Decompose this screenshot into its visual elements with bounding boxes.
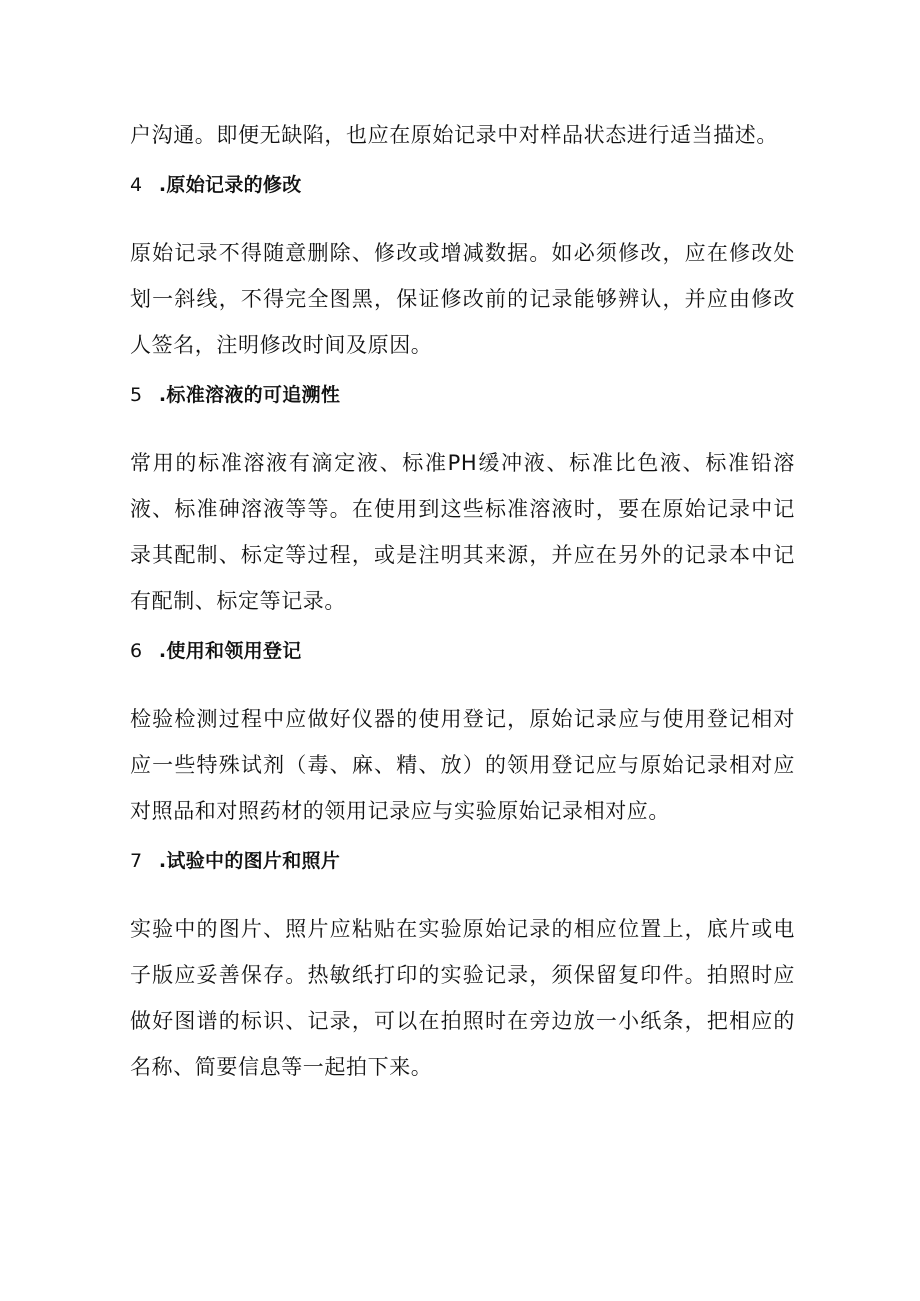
document-page: [130, 112, 795, 1090]
section-body-4: 原始记录不得随意删除、修改或增减数据。如必须修改，应在修改处划一斜线，不得完全图黑，保证修改前的记录能够辨认，并应由修改人签名，注明修改时间及原因。: [130, 241, 795, 357]
section-number: 7: [130, 850, 143, 872]
section-body-7: 实验中的图片、照片应粘贴在实验原始记录的相应位置上，底片或电子版应妥善保存。热敏纸打印的实验记录，须保留复印件。拍照时应做好图谱的标识、记录，可以在拍照时在旁边放一小纸条，把相应的名称、简要信息等一起拍下来。: [130, 917, 795, 1079]
section-heading-4: [130, 170, 795, 200]
section-title: .原始记录的修改: [152, 174, 302, 196]
section-heading-5: [130, 380, 795, 410]
section-title: .标准溶液的可追溯性: [152, 384, 341, 406]
intro-paragraph: 户沟通。即便无缺陷，也应在原始记录中对样品状态进行适当描述。: [130, 123, 778, 147]
section-number: 5: [130, 384, 143, 406]
section-title: .试验中的图片和照片: [152, 850, 341, 872]
section-title: .使用和领用登记: [152, 640, 302, 662]
section-number: 4: [130, 174, 143, 196]
section-body-5: 常用的标准溶液有滴定液、标准PH缓冲液、标准比色液、标准铅溶液、标准砷溶液等等。在使用到这些标准溶液时，要在原始记录中记录其配制、标定等过程，或是注明其来源，并应在另外的记录本中记有配制、标定等记录。: [130, 451, 795, 613]
section-heading-6: [130, 636, 795, 666]
section-heading-7: [130, 846, 795, 876]
section-number: 6: [130, 640, 143, 662]
section-body-6: 检验检测过程中应做好仪器的使用登记，原始记录应与使用登记相对应一些特殊试剂（毒、麻、精、放）的领用登记应与原始记录相对应对照品和对照药材的领用记录应与实验原始记录相对应。: [130, 707, 795, 823]
